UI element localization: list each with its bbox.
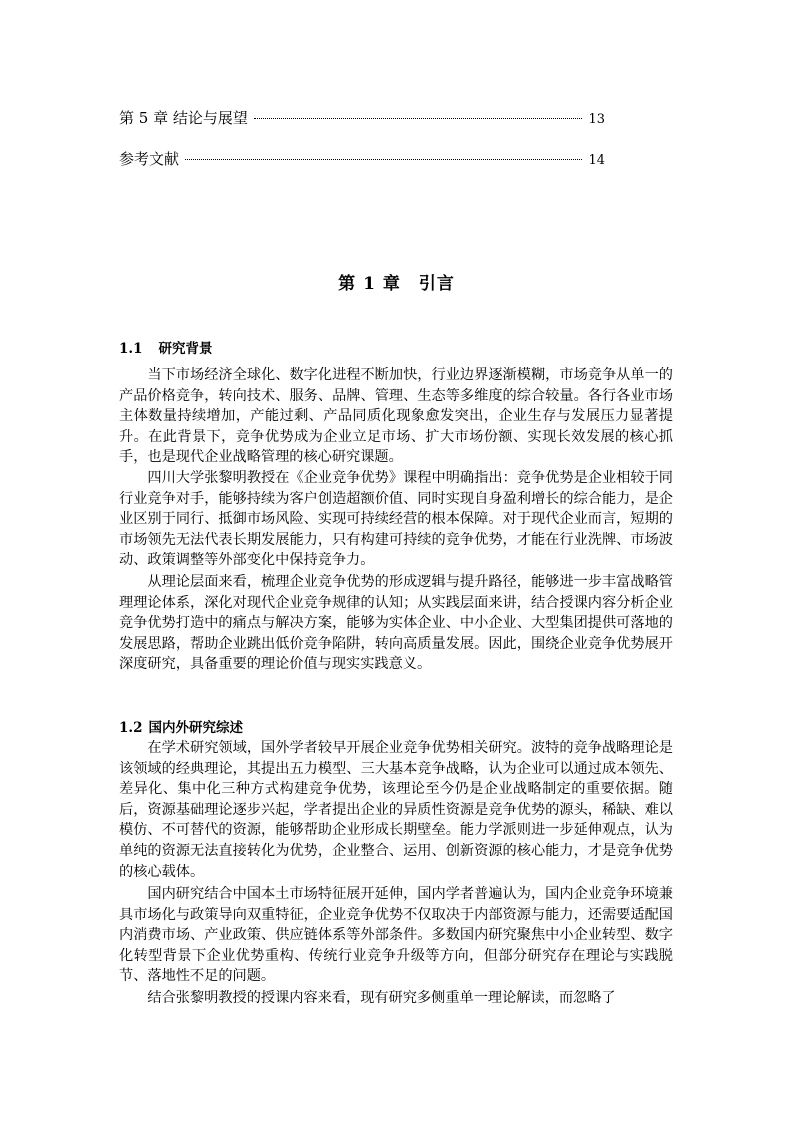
toc-entry-label: 参考文献 bbox=[119, 150, 180, 168]
section-heading-1-2 bbox=[119, 718, 243, 738]
paragraph: 四川大学张黎明教授在《企业竞争优势》课程中明确指出：竞争优势是企业相较于同行业竞争对手，能够持续为客户创造超额价值、同时实现自身盈利增长的综合能力，是企业区别于同行、抵御市场风险、实现可持续经营的根本保障。对于现代企业而言，短期的市场领先无法代表长期发展能力，只有构建可持续的竞争优势，才能在行业洗牌、市场波动、政策调整等外部变化中保持竞争力。 bbox=[119, 470, 673, 569]
toc-entry-chapter-5[interactable] bbox=[119, 108, 605, 130]
paragraph: 从理论层面来看，梳理企业竞争优势的形成逻辑与提升路径，能够进一步丰富战略管理理论体系，深化对现代企业竞争规律的认知；从实践层面来讲，结合授课内容分析企业竞争优势打造中的痛点与解决方案，能够为实体企业、中小企业、大型集团提供可落地的发展思路，帮助企业跳出低价竞争陷阱，转向高质量发展。因此，围绕企业竞争优势展开深度研究，具备重要的理论价值与现实实践意义。 bbox=[119, 574, 673, 673]
toc-leader-dots bbox=[254, 118, 583, 119]
toc-entry-references[interactable] bbox=[119, 149, 605, 171]
chapter-title bbox=[0, 272, 793, 296]
chapter-number: 第 1 章 bbox=[338, 274, 401, 294]
paragraph: 国内研究结合中国本土市场特征展开延伸，国内学者普遍认为，国内企业竞争环境兼具市场化与政策导向双重特征，企业竞争优势不仅取决于内部资源与能力，还需要适配国内消费市场、产业政策、供应链体系等外部条件。多数国内研究聚焦中小企业转型、数字化转型背景下企业优势重构、传统行业竞争升级等方向，但部分研究存在理论与实践脱节、落地性不足的问题。 bbox=[119, 886, 673, 985]
section-number: 1.2 bbox=[119, 720, 143, 736]
paragraph: 当下市场经济全球化、数字化进程不断加快，行业边界逐渐模糊，市场竞争从单一的产品价格竞争，转向技术、服务、品牌、管理、生态等多维度的综合较量。各行各业市场主体数量持续增加，产能过剩、产品同质化现象愈发突出，企业生存与发展压力显著提升。在此背景下，竞争优势成为企业立足市场、扩大市场份额、实现长效发展的核心抓手，也是现代企业战略管理的核心研究课题。 bbox=[119, 367, 673, 466]
section-title: 国内外研究综述 bbox=[148, 720, 243, 736]
chapter-name: 引言 bbox=[418, 274, 455, 294]
section-title: 研究背景 bbox=[158, 341, 213, 357]
section-heading-1-1 bbox=[119, 339, 213, 359]
paragraph: 结合张黎明教授的授课内容来看，现有研究多侧重单一理论解读，而忽略了 bbox=[147, 990, 616, 1006]
toc-entry-page: 13 bbox=[588, 112, 605, 127]
paragraph: 在学术研究领域，国外学者较早开展企业竞争优势相关研究。波特的竞争战略理论是该领域的经典理论，其提出五力模型、三大基本竞争战略，认为企业可以通过成本领先、差异化、集中化三种方式构建竞争优势，该理论至今仍是企业战略制定的重要依据。随后，资源基础理论逐步兴起，学者提出企业的异质性资源是竞争优势的源头，稀缺、难以模仿、不可替代的资源，能够帮助企业形成长期壁垒。能力学派则进一步延伸观点，认为单纯的资源无法直接转化为优势，企业整合、运用、创新资源的核心能力，才是竞争优势的核心载体。 bbox=[119, 740, 673, 880]
toc-entry-page: 14 bbox=[588, 153, 605, 168]
section-number: 1.1 bbox=[119, 341, 143, 357]
toc-leader-dots bbox=[185, 159, 582, 160]
toc-entry-label: 第 5 章 结论与展望 bbox=[119, 109, 248, 127]
